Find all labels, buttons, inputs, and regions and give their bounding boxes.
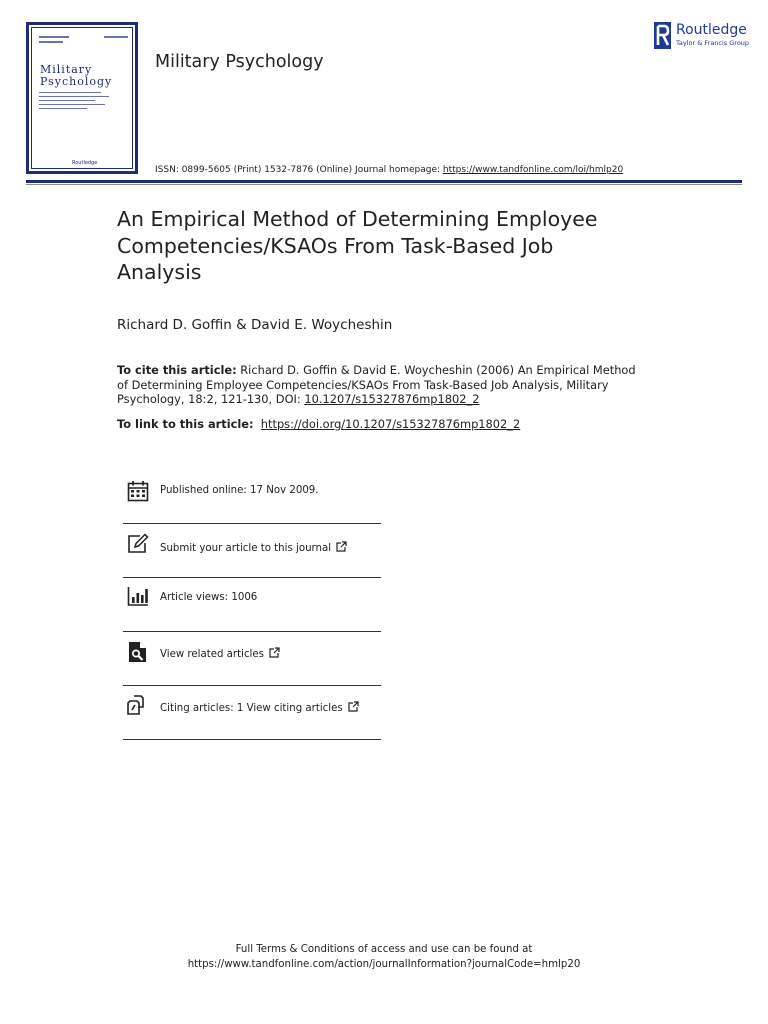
info-row-related[interactable] [123, 632, 381, 686]
citing-articles-label: Citing articles: 1 View citing articles [160, 703, 343, 714]
info-row-views [123, 578, 381, 632]
issn-line [155, 165, 623, 175]
cover-small-text [39, 96, 109, 97]
cover-small-text [39, 36, 69, 38]
header-rule [26, 180, 742, 183]
header-rule-thin [26, 184, 742, 185]
cite-label: To cite this article: [117, 363, 237, 377]
link-label: To link to this article: [117, 417, 254, 431]
footer-terms-link[interactable]: https://www.tandfonline.com/action/journalInformation?journalCode=hmlp20 [187, 958, 581, 970]
cover-small-text [39, 92, 101, 93]
citing-documents-icon [127, 694, 149, 716]
issn-text: ISSN: 0899-5605 (Print) 1532-7876 (Online) Journal homepage: [155, 165, 443, 175]
cover-publisher: Routledge [72, 160, 98, 166]
journal-cover-image [26, 22, 138, 174]
routledge-r-logo-icon [654, 22, 671, 49]
info-row-citing[interactable] [123, 686, 381, 740]
journal-homepage-link[interactable]: https://www.tandfonline.com/loi/hmlp20 [442, 165, 624, 175]
article-doi-link[interactable]: https://doi.org/10.1207/s15327876mp1802_2 [260, 417, 521, 431]
external-link-icon [269, 647, 280, 658]
cover-small-text [39, 108, 87, 109]
article-authors: Richard D. Goffin & David E. Woycheshin [117, 317, 393, 333]
cover-small-text [39, 100, 95, 101]
article-link-line [117, 417, 520, 431]
related-articles-label: View related articles [160, 649, 264, 660]
external-link-icon [336, 541, 347, 552]
logo-brand: Routledge [676, 22, 747, 38]
cover-small-text [39, 104, 105, 105]
external-link-icon [348, 701, 359, 712]
cover-small-text [104, 36, 128, 38]
submit-article-label: Submit your article to this journal [160, 543, 332, 554]
cite-doi-link[interactable]: 10.1207/s15327876mp1802_2 [304, 392, 480, 407]
cover-title-line: Military [40, 63, 93, 76]
journal-name: Military Psychology [155, 52, 324, 72]
info-row-published [123, 470, 381, 524]
related-articles-link[interactable] [160, 647, 280, 660]
cover-title [40, 64, 136, 88]
calendar-icon [127, 480, 149, 502]
edit-document-icon [127, 533, 149, 555]
terms-footer [0, 943, 768, 972]
published-date-text: Published online: 17 Nov 2009. [160, 485, 319, 496]
cite-text: Richard D. Goffin & David E. Woycheshin (2006) An Empirical Method of Determining Employee Competencies/KSAOs From Task-Based Job Analysis, Military Psychology, 18:2, 121-130, DOI: [117, 363, 636, 407]
citation-block [117, 363, 637, 407]
cover-title-line: Psychology [40, 75, 113, 88]
info-row-submit[interactable] [123, 524, 381, 578]
article-views-text: Article views: 1006 [160, 592, 258, 603]
footer-terms-text: Full Terms & Conditions of access and use can be found at [235, 944, 533, 955]
cover-small-text [39, 41, 63, 43]
submit-article-link[interactable] [160, 541, 347, 554]
document-search-icon [127, 641, 149, 663]
cover-frame [31, 27, 133, 169]
article-title: An Empirical Method of Determining Employee Competencies/KSAOs From Task-Based Job Analysis [117, 207, 598, 284]
article-info-list [123, 470, 381, 740]
logo-subtitle: Taylor & Francis Group [676, 39, 750, 47]
bar-chart-icon [127, 585, 149, 607]
citing-articles-link[interactable] [160, 701, 359, 714]
